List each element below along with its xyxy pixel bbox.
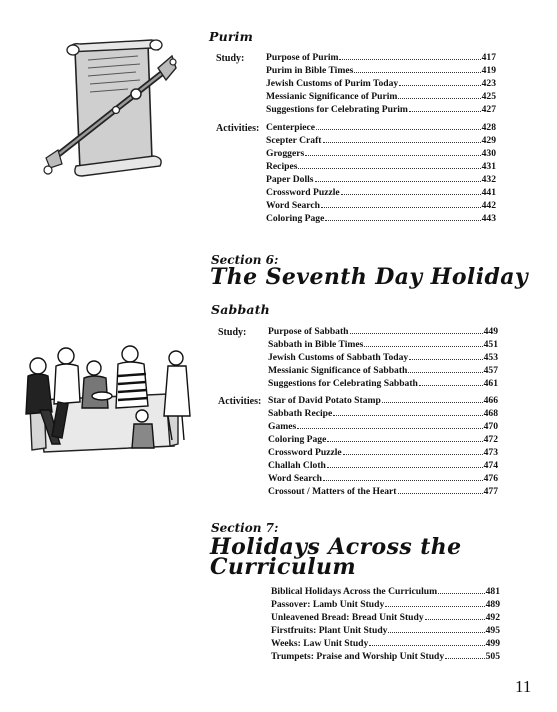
toc-title: Word Search xyxy=(268,473,322,484)
purim-activities-label: Activities: xyxy=(216,123,260,134)
toc-title: Biblical Holidays Across the Curriculum xyxy=(271,586,438,597)
toc-entry xyxy=(268,325,498,338)
toc-page: 431 xyxy=(481,161,496,172)
sabbath-heading: Sabbath xyxy=(211,302,270,317)
dot-leader xyxy=(364,338,482,347)
dot-leader xyxy=(333,407,482,416)
dot-leader xyxy=(327,459,483,468)
sabbath-study-label: Study: xyxy=(218,327,247,338)
toc-entry xyxy=(268,420,498,433)
dot-leader xyxy=(419,377,483,386)
toc-entry xyxy=(266,212,496,225)
toc-page: 489 xyxy=(485,599,500,610)
dot-leader xyxy=(325,212,480,221)
toc-entry xyxy=(271,585,500,598)
dot-leader xyxy=(321,199,481,208)
toc-page: 425 xyxy=(481,91,496,102)
toc-title: Paper Dolls xyxy=(266,174,314,185)
toc-page: 461 xyxy=(483,378,498,389)
toc-title: Suggestions for Celebrating Sabbath xyxy=(268,378,418,389)
toc-page: 419 xyxy=(481,65,496,76)
dot-leader xyxy=(327,433,482,442)
toc-page: 505 xyxy=(485,651,500,662)
toc-title: Weeks: Law Unit Study xyxy=(271,638,369,649)
toc-entry xyxy=(266,90,496,103)
dot-leader xyxy=(369,637,484,646)
section7-title-line2: Curriculum xyxy=(210,554,357,580)
toc-page: 466 xyxy=(483,395,498,406)
sabbath-activities-label: Activities: xyxy=(218,396,262,407)
purim-heading: Purim xyxy=(209,29,254,44)
section6-title: The Seventh Day Holiday xyxy=(210,264,529,290)
toc-entry xyxy=(271,637,500,650)
toc-title: Sabbath Recipe xyxy=(268,408,333,419)
toc-title: Purpose of Purim xyxy=(266,52,339,63)
dot-leader xyxy=(438,585,484,594)
toc-page: 477 xyxy=(483,486,498,497)
toc-title: Jewish Customs of Purim Today xyxy=(266,78,399,89)
toc-entry xyxy=(268,485,498,498)
dot-leader xyxy=(385,598,484,607)
toc-page: 453 xyxy=(483,352,498,363)
toc-title: Coloring Page xyxy=(268,434,327,445)
toc-entry xyxy=(268,433,498,446)
toc-page: 492 xyxy=(485,612,500,623)
toc-page: 472 xyxy=(483,434,498,445)
toc-page: 495 xyxy=(485,625,500,636)
toc-entry xyxy=(266,173,496,186)
toc-entry xyxy=(271,624,500,637)
toc-title: Crossout / Matters of the Heart xyxy=(268,486,397,497)
toc-page: 441 xyxy=(481,187,496,198)
dot-leader xyxy=(305,147,480,156)
toc-page: 449 xyxy=(483,326,498,337)
toc-page: 499 xyxy=(485,638,500,649)
dot-leader xyxy=(341,186,481,195)
dot-leader xyxy=(398,90,480,99)
toc-page: 468 xyxy=(483,408,498,419)
toc-entry xyxy=(268,351,498,364)
toc-title: Centerpiece xyxy=(266,122,316,133)
dot-leader xyxy=(409,351,482,360)
toc-page: 451 xyxy=(483,339,498,350)
dot-leader xyxy=(350,325,483,334)
dot-leader xyxy=(382,394,483,403)
toc-page: 432 xyxy=(481,174,496,185)
section7-label: Section 7: xyxy=(211,521,279,535)
toc-title: Purpose of Sabbath xyxy=(268,326,349,337)
toc-entry xyxy=(268,446,498,459)
toc-entry xyxy=(266,77,496,90)
toc-title: Suggestions for Celebrating Purim xyxy=(266,104,408,115)
toc-page: 476 xyxy=(483,473,498,484)
toc-title: Recipes xyxy=(266,161,298,172)
sabbath-study-list xyxy=(268,325,498,390)
dot-leader xyxy=(323,472,483,481)
toc-title: Scepter Craft xyxy=(266,135,322,146)
toc-title: Firstfruits: Plant Unit Study xyxy=(271,625,388,636)
section7-list xyxy=(271,585,500,663)
toc-entry xyxy=(266,199,496,212)
scroll-scepter-illustration xyxy=(40,38,185,188)
dot-leader xyxy=(316,121,481,130)
dot-leader xyxy=(445,650,484,659)
toc-page: 417 xyxy=(481,52,496,63)
toc-title: Word Search xyxy=(266,200,320,211)
toc-page: 443 xyxy=(481,213,496,224)
dot-leader xyxy=(297,420,482,429)
dot-leader xyxy=(315,173,481,182)
toc-title: Star of David Potato Stamp xyxy=(268,395,381,406)
dot-leader xyxy=(398,485,483,494)
toc-entry xyxy=(271,598,500,611)
toc-entry xyxy=(266,160,496,173)
toc-entry xyxy=(271,650,500,663)
page-number: 11 xyxy=(515,677,532,696)
toc-page: 457 xyxy=(483,365,498,376)
toc-entry xyxy=(268,377,498,390)
dot-leader xyxy=(425,611,485,620)
dot-leader xyxy=(354,64,480,73)
family-illustration xyxy=(18,336,200,458)
toc-entry xyxy=(268,459,498,472)
dot-leader xyxy=(323,134,481,143)
toc-title: Purim in Bible Times xyxy=(266,65,354,76)
toc-page: 429 xyxy=(481,135,496,146)
toc-entry xyxy=(266,134,496,147)
toc-page: 470 xyxy=(483,421,498,432)
toc-entry xyxy=(268,472,498,485)
toc-entry xyxy=(266,186,496,199)
toc-entry xyxy=(266,64,496,77)
dot-leader xyxy=(298,160,480,169)
section6-label: Section 6: xyxy=(211,253,279,267)
toc-title: Unleavened Bread: Bread Unit Study xyxy=(271,612,424,623)
toc-entry xyxy=(266,103,496,116)
toc-page: 442 xyxy=(481,200,496,211)
toc-page: 473 xyxy=(483,447,498,458)
dot-leader xyxy=(339,51,480,60)
purim-study-label: Study: xyxy=(216,53,245,64)
toc-title: Messianic Significance of Sabbath xyxy=(268,365,408,376)
dot-leader xyxy=(399,77,480,86)
toc-page: 474 xyxy=(483,460,498,471)
dot-leader xyxy=(408,364,482,373)
toc-title: Groggers xyxy=(266,148,305,159)
toc-title: Jewish Customs of Sabbath Today xyxy=(268,352,409,363)
dot-leader xyxy=(409,103,481,112)
toc-title: Passover: Lamb Unit Study xyxy=(271,599,385,610)
toc-entry xyxy=(266,147,496,160)
purim-study-list xyxy=(266,51,496,116)
toc-page: 427 xyxy=(481,104,496,115)
dot-leader xyxy=(343,446,483,455)
toc-title: Sabbath in Bible Times xyxy=(268,339,364,350)
toc-title: Crossword Puzzle xyxy=(268,447,342,458)
sabbath-activities-list xyxy=(268,394,498,498)
toc-entry xyxy=(268,338,498,351)
toc-title: Coloring Page xyxy=(266,213,325,224)
purim-activities-list xyxy=(266,121,496,225)
toc-entry xyxy=(268,364,498,377)
toc-entry xyxy=(271,611,500,624)
section7-title-line1: Holidays Across the xyxy=(210,534,462,560)
toc-entry xyxy=(268,407,498,420)
toc-title: Games xyxy=(268,421,297,432)
toc-page: 430 xyxy=(481,148,496,159)
toc-entry xyxy=(268,394,498,407)
toc-title: Messianic Significance of Purim xyxy=(266,91,398,102)
dot-leader xyxy=(388,624,484,633)
toc-title: Crossword Puzzle xyxy=(266,187,340,198)
toc-entry xyxy=(266,51,496,64)
toc-entry xyxy=(266,121,496,134)
toc-title: Challah Cloth xyxy=(268,460,326,471)
toc-page: 481 xyxy=(485,586,500,597)
toc-page: 423 xyxy=(481,78,496,89)
toc-page: 428 xyxy=(481,122,496,133)
toc-title: Trumpets: Praise and Worship Unit Study xyxy=(271,651,445,662)
